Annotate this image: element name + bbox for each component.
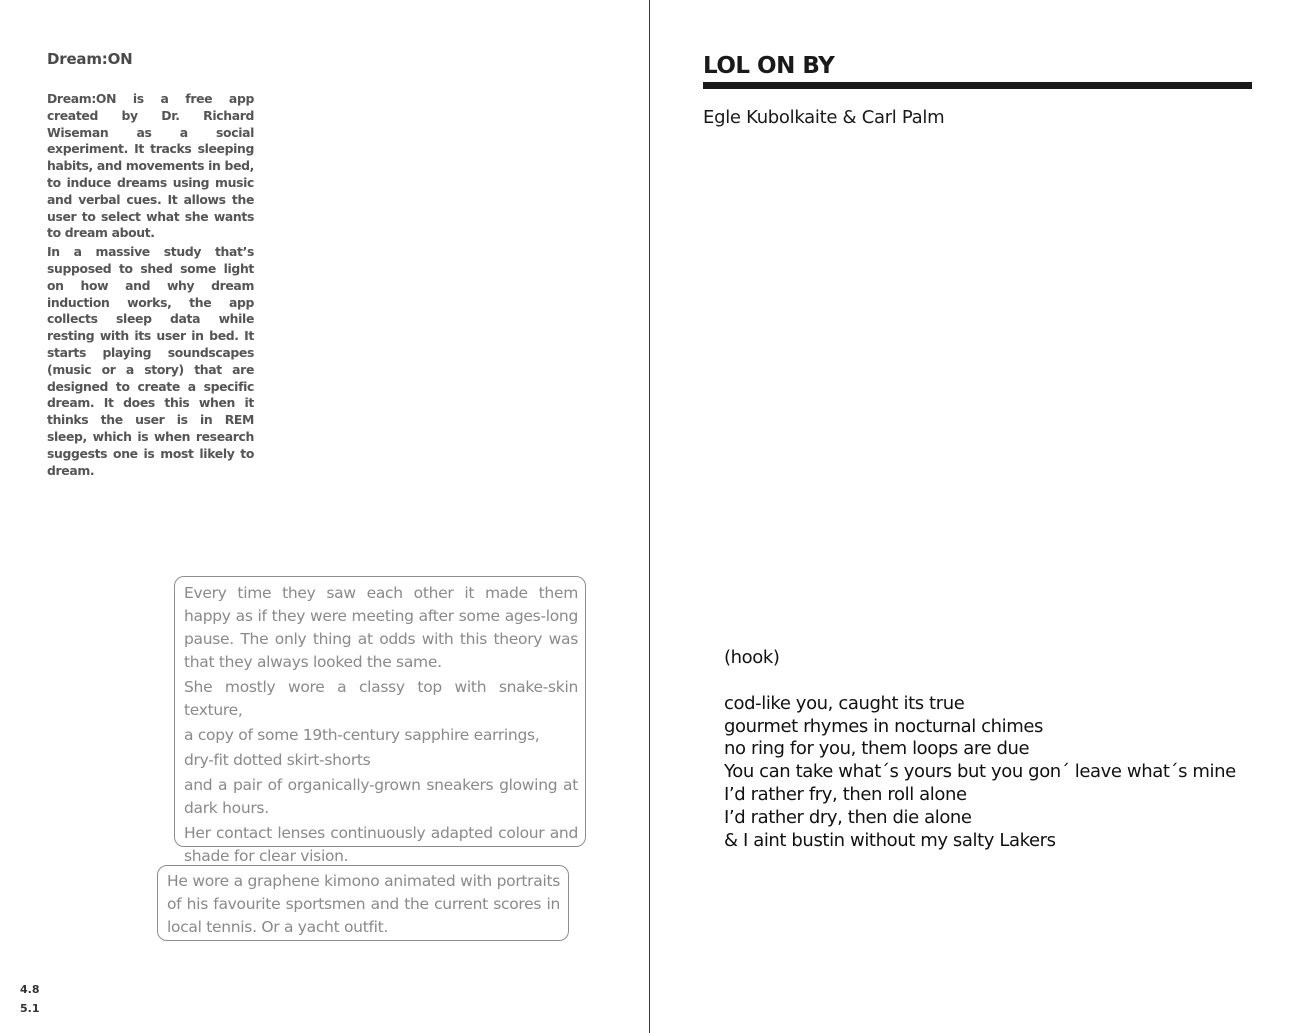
story-box-she <box>174 576 586 865</box>
lyric-line: I’d rather fry, then roll alone <box>724 783 967 805</box>
lyrics-hook-label: (hook) <box>724 647 780 668</box>
lyric-line: cod-like you, caught its true <box>724 692 965 714</box>
story-box-he <box>157 865 569 941</box>
story-paragraph: He wore a graphene kimono animated with portraits of his favourite sportsmen and the current scores in local tennis. Or a yacht outfit. <box>167 872 560 936</box>
story-paragraph: a copy of some 19th-century sapphire earrings, <box>184 726 540 744</box>
sidebar-title: Dream:ON <box>47 50 133 68</box>
lyric-line: I’d rather dry, then die alone <box>724 806 972 828</box>
left-page <box>0 0 649 1033</box>
folio-number: 5.1 <box>20 1002 40 1015</box>
lyric-line: You can take what´s yours but you gon´ leave what´s mine <box>724 761 1236 783</box>
sidebar-body <box>47 91 254 481</box>
sidebar-paragraph: In a massive study that’s supposed to shed some light on how and why dream induction works, the app collects sleep data while resting with its user in bed. It starts playing soundscapes (music or a story) that are designed to create a specific dream. It does this when it thinks the user is in REM sleep, which is when research suggests one is most likely to dream. <box>47 244 254 478</box>
sidebar-paragraph: Dream:ON is a free app created by Dr. Richard Wiseman as a social experiment. It tracks sleeping habits, and movements in bed, to induce dreams using music and verbal cues. It allows the user to select what she wants to dream about. <box>47 91 254 241</box>
lyric-line: & I aint bustin without my salty Lakers <box>724 829 1056 851</box>
lyric-line: gourmet rhymes in nocturnal chimes <box>724 715 1044 737</box>
story-paragraph: and a pair of organically-grown sneakers glowing at dark hours. <box>184 776 578 817</box>
story-paragraph: dry-fit dotted skirt-shorts <box>184 751 371 769</box>
article-authors: Egle Kubolkaite & Carl Palm <box>703 107 945 128</box>
story-paragraph: Every time they saw each other it made them happy as if they were meeting after some ages-long pause. The only thing at odds with this theory was that they always looked the same. <box>184 584 578 671</box>
article-title: LOL ON BY <box>703 53 835 79</box>
story-paragraph: Her contact lenses continuously adapted colour and shade for clear vision. <box>184 824 578 865</box>
right-page <box>650 0 1299 1033</box>
title-rule-divider <box>703 82 1252 89</box>
lyrics-block <box>724 647 1284 852</box>
lyric-line: no ring for you, them loops are due <box>724 738 1030 760</box>
folio-number: 4.8 <box>20 983 40 996</box>
story-paragraph: She mostly wore a classy top with snake-skin texture, <box>184 678 578 719</box>
